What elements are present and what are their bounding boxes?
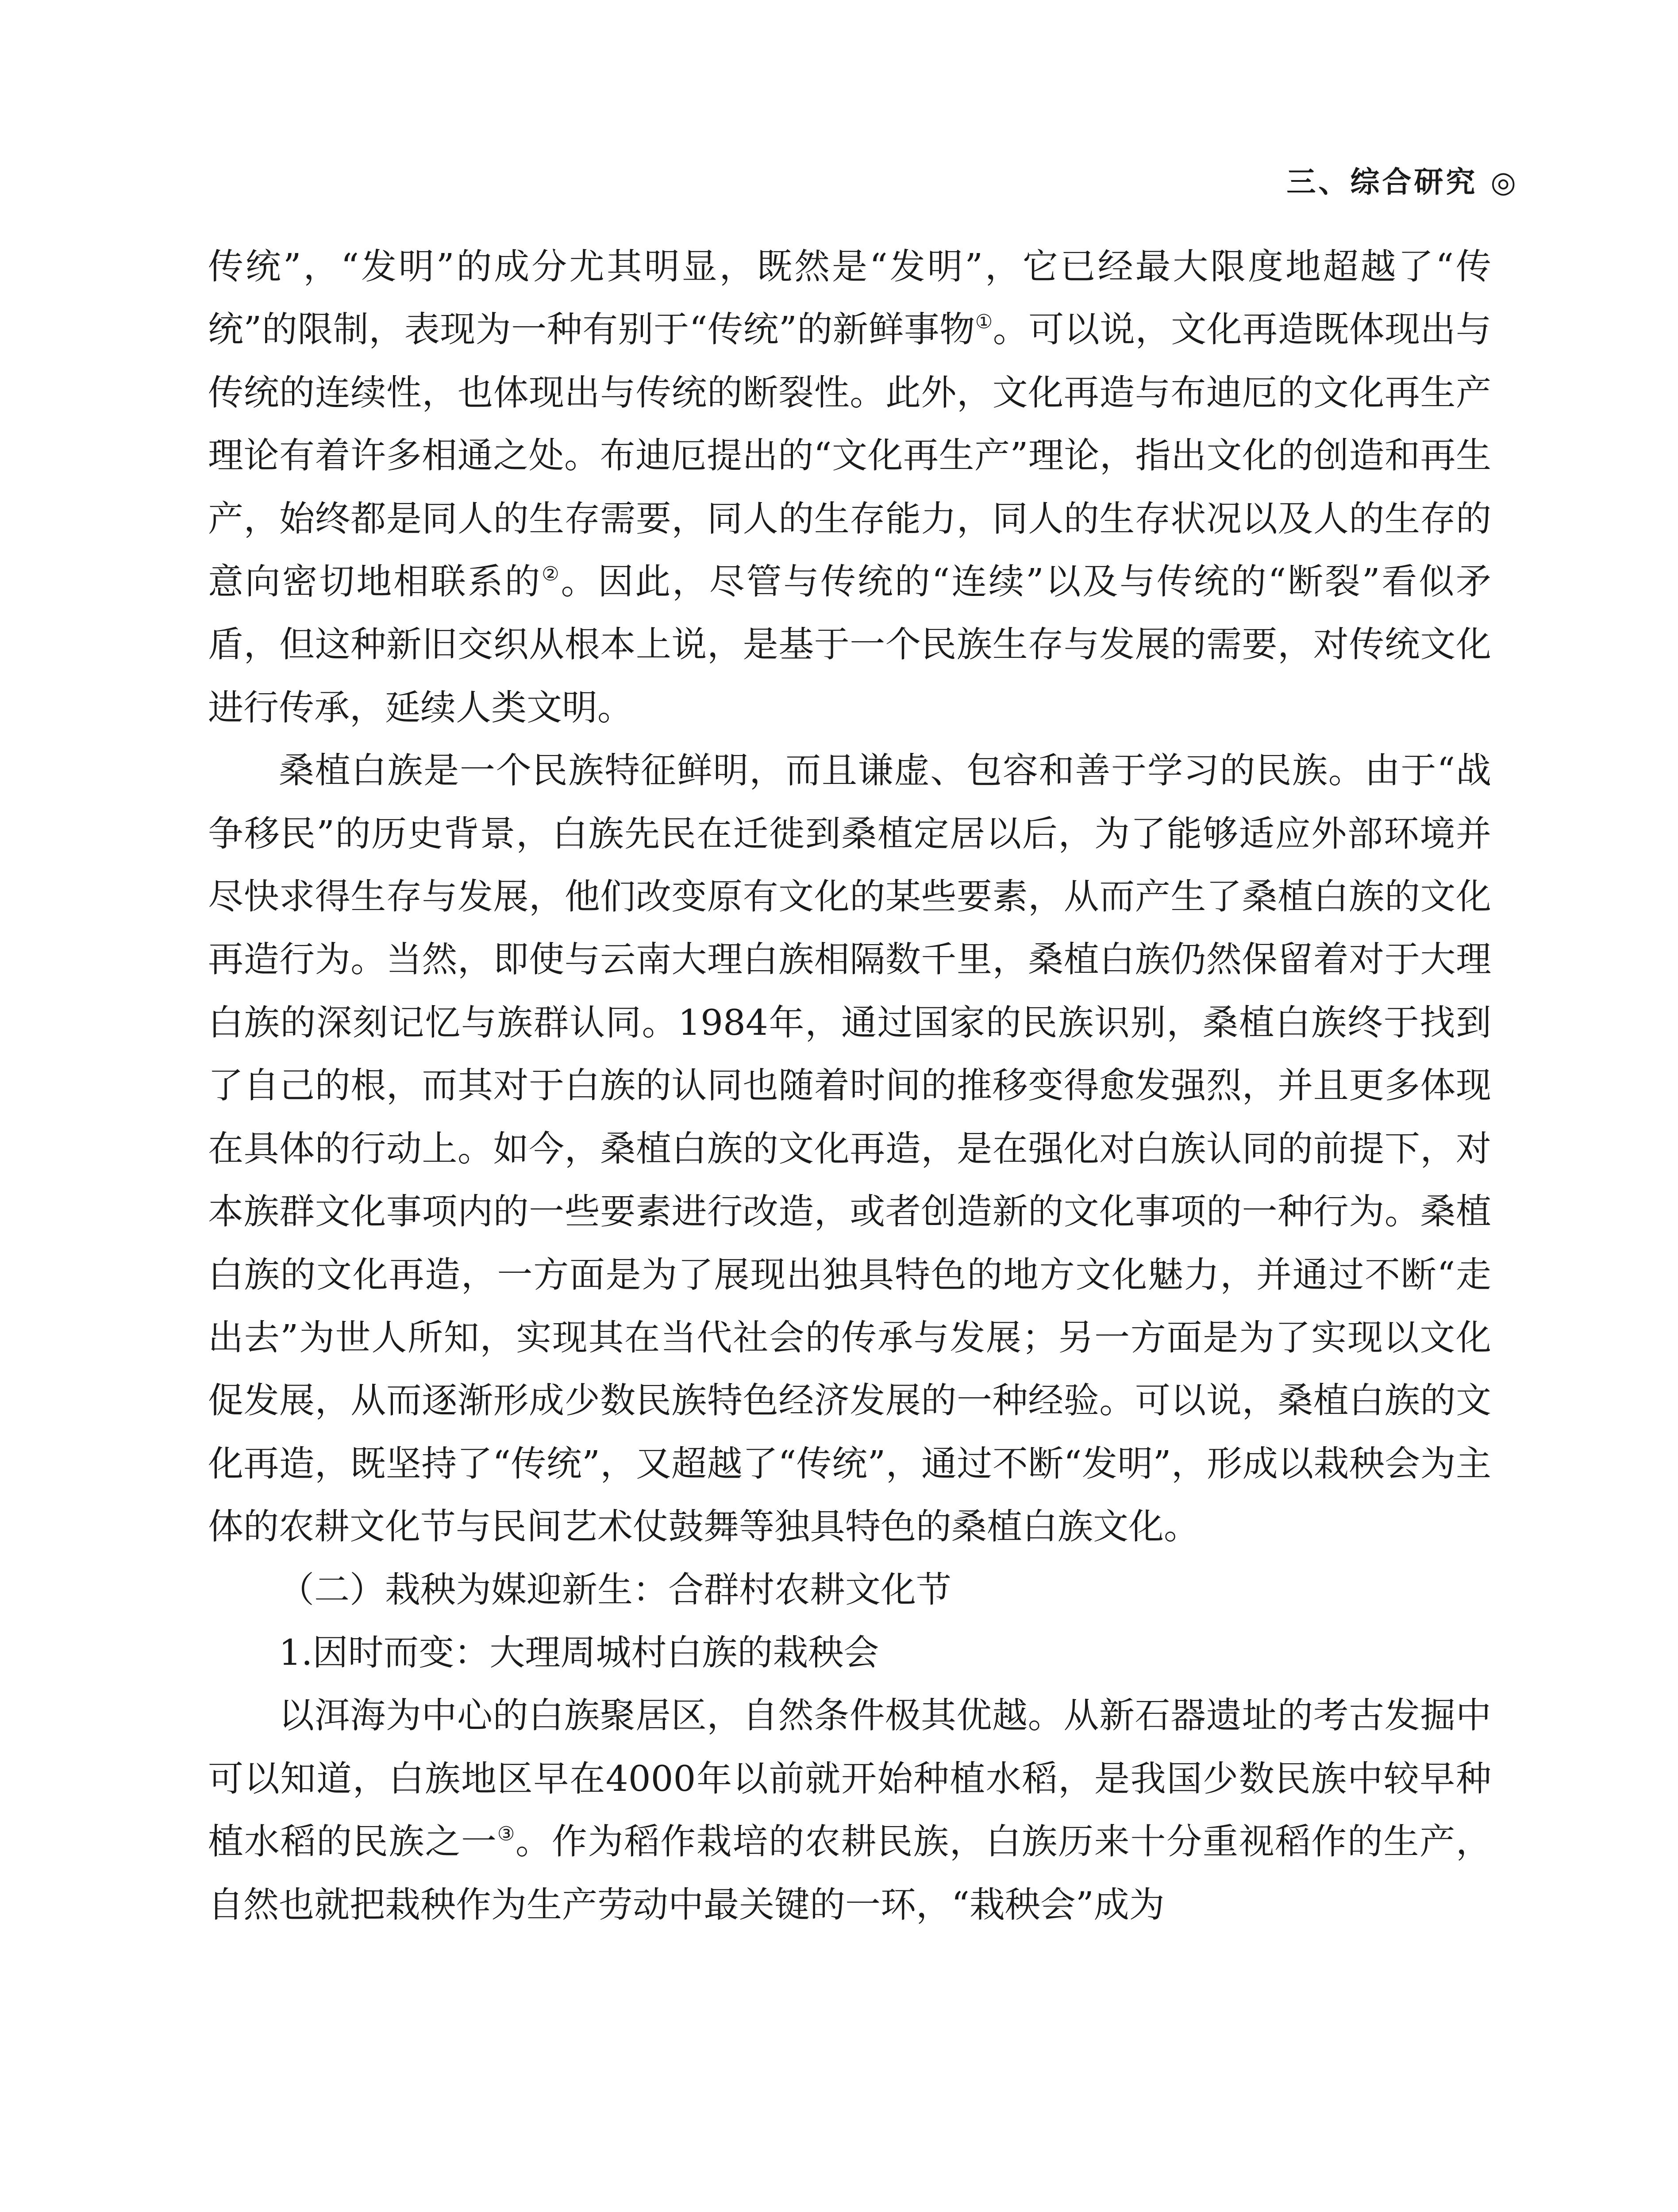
paragraph-text: 。因此，尽管与传统的“连续”以及与传统的“断裂”看似矛盾，但这种新旧交织从根本上说，是基于一个民族生存与发展的需要，对传统文化进行传承，延续人类文明。	[208, 561, 1492, 728]
body-text	[208, 235, 1491, 1936]
section-heading: （二）栽秧为媒迎新生：合群村农耕文化节	[279, 1569, 951, 1610]
paragraph-2: 桑植白族是一个民族特征鲜明，而且谦虚、包容和善于学习的民族。由于“战争移民”的历史背景，白族先民在迁徙到桑植定居以后，为了能够适应外部环境并尽快求得生存与发展，他们改变原有文化的某些要素，从而产生了桑植白族的文化再造行为。当然，即使与云南大理白族相隔数千里，桑植白族仍然保留着对于大理白族的深刻记忆与族群认同。1984年，通过国家的民族识别，桑植白族终于找到了自己的根，而其对于白族的认同也随着时间的推移变得愈发强烈，并且更多体现在具体的行动上。如今，桑植白族的文化再造，是在强化对白族认同的前提下，对本族群文化事项内的一些要素进行改造，或者创造新的文化事项的一种行为。桑植白族的文化再造，一方面是为了展现出独具特色的地方文化魅力，并通过不断“走出去”为世人所知，实现其在当代社会的传承与发展；另一方面是为了实现以文化促发展，从而逐渐形成少数民族特色经济发展的一种经验。可以说，桑植白族的文化再造，既坚持了“传统”，又超越了“传统”，通过不断“发明”，形成以栽秧会为主体的农耕文化节与民间艺术仗鼓舞等独具特色的桑植白族文化。	[208, 750, 1491, 1548]
footnote-ref-3: ③	[497, 1823, 516, 1846]
paragraph-text: 以洱海为中心的白族聚居区，自然条件极其优越。从新石器遗址的考古发掘中可以知道，白族地区早在4000年以前就开始种植水稻，是我国少数民族中较早种植水稻的民族之一	[208, 1695, 1491, 1863]
running-header: 三、综合研究 ◎	[1286, 165, 1519, 199]
subsection-heading: 1.因时而变：大理周城村白族的栽秧会	[279, 1632, 879, 1673]
paragraph-text: 传统”，“发明”的成分尤其明显，既然是“发明”，它已经最大限度地超越了“传统”的限制，表现为一种有别于“传统”的新鲜事物	[208, 246, 1491, 350]
paragraph-3	[208, 1684, 1491, 1936]
paragraph-text: 。作为稻作栽培的农耕民族，白族历来十分重视稻作的生产，自然也就把栽秧作为生产劳动中最关键的一环，“栽秧会”成为	[208, 1821, 1492, 1925]
footnote-ref-1: ①	[975, 311, 993, 334]
paragraph-text: 。可以说，文化再造既体现出与传统的连续性，也体现出与传统的断裂性。此外，文化再造与布迪厄的文化再生产理论有着许多相通之处。布迪厄提出的“文化再生产”理论，指出文化的创造和再生产，始终都是同人的生存需要，同人的生存能力，同人的生存状况以及人的生存的意向密切地相联系的	[208, 309, 1492, 603]
footnote-ref-2: ②	[542, 563, 561, 586]
paragraph-1	[208, 235, 1491, 739]
